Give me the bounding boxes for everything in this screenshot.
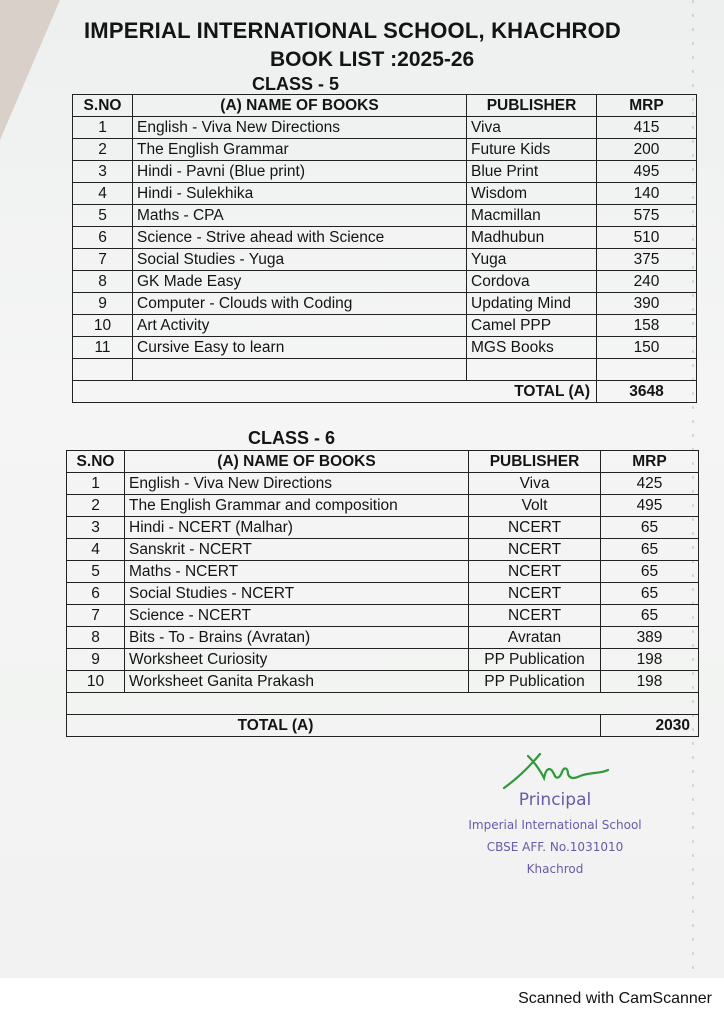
- book-name-cell: Art Activity: [133, 315, 467, 337]
- table-row: [67, 517, 699, 539]
- class-6-book-table: [66, 450, 699, 737]
- publisher-cell: NCERT: [469, 583, 601, 605]
- table-row: [73, 183, 697, 205]
- table-row: [73, 337, 697, 359]
- publisher-cell: Camel PPP: [467, 315, 597, 337]
- total-label: TOTAL (A): [67, 715, 601, 737]
- table-row: [67, 561, 699, 583]
- mrp-cell: 65: [601, 605, 699, 627]
- sno-cell: 4: [73, 183, 133, 205]
- table-row: [67, 495, 699, 517]
- mrp-cell: 390: [597, 293, 697, 315]
- sno-cell: 5: [73, 205, 133, 227]
- sno-cell: 8: [73, 271, 133, 293]
- table-row: [73, 293, 697, 315]
- table-row: [67, 649, 699, 671]
- table-header-row: [73, 95, 697, 117]
- mrp-cell: 415: [597, 117, 697, 139]
- mrp-cell: 65: [601, 561, 699, 583]
- header-sno: S.NO: [67, 451, 125, 473]
- mrp-cell: 495: [597, 161, 697, 183]
- book-name-cell: Hindi - NCERT (Malhar): [125, 517, 469, 539]
- publisher-cell: Future Kids: [467, 139, 597, 161]
- stamp-affiliation: CBSE AFF. No.1031010: [486, 840, 624, 854]
- sno-cell: 2: [67, 495, 125, 517]
- mrp-cell: 198: [601, 671, 699, 693]
- sno-cell: 6: [73, 227, 133, 249]
- sno-cell: 9: [67, 649, 125, 671]
- stamp-principal: Principal: [518, 790, 592, 810]
- book-name-cell: Computer - Clouds with Coding: [133, 293, 467, 315]
- sno-cell: 9: [73, 293, 133, 315]
- mrp-cell: 140: [597, 183, 697, 205]
- table-row: [67, 473, 699, 495]
- sno-cell: 5: [67, 561, 125, 583]
- table-row: [73, 205, 697, 227]
- total-row: [73, 381, 697, 403]
- stamp-city: Khachrod: [526, 862, 584, 876]
- book-name-cell: Hindi - Sulekhika: [133, 183, 467, 205]
- publisher-cell: Updating Mind: [467, 293, 597, 315]
- book-list-title: BOOK LIST :2025-26: [270, 48, 475, 71]
- table-row: [67, 539, 699, 561]
- mrp-cell: 425: [601, 473, 699, 495]
- sno-cell: 8: [67, 627, 125, 649]
- stamp-school: Imperial International School: [468, 818, 642, 832]
- book-name-cell: Social Studies - Yuga: [133, 249, 467, 271]
- table-row: [73, 117, 697, 139]
- header-book-name: (A) NAME OF BOOKS: [133, 95, 467, 117]
- book-name-cell: Worksheet Ganita Prakash: [125, 671, 469, 693]
- mrp-cell: 240: [597, 271, 697, 293]
- mrp-cell: 65: [601, 517, 699, 539]
- book-name-cell: English - Viva New Directions: [133, 117, 467, 139]
- publisher-cell: Avratan: [469, 627, 601, 649]
- sno-cell: 3: [67, 517, 125, 539]
- mrp-cell: 575: [597, 205, 697, 227]
- table-row: [67, 605, 699, 627]
- book-name-cell: The English Grammar and composition: [125, 495, 469, 517]
- publisher-cell: MGS Books: [467, 337, 597, 359]
- publisher-cell: Viva: [469, 473, 601, 495]
- mrp-cell: 389: [601, 627, 699, 649]
- sno-cell: 1: [73, 117, 133, 139]
- sno-cell: 7: [67, 605, 125, 627]
- header-publisher: PUBLISHER: [467, 95, 597, 117]
- folded-corner: [0, 0, 60, 140]
- table-row: [67, 671, 699, 693]
- class-5-title: CLASS - 5: [252, 74, 340, 94]
- mrp-cell: 158: [597, 315, 697, 337]
- table-row: [73, 139, 697, 161]
- table-row: [67, 583, 699, 605]
- publisher-cell: Viva: [467, 117, 597, 139]
- table-row: [73, 227, 697, 249]
- book-name-cell: The English Grammar: [133, 139, 467, 161]
- publisher-cell: PP Publication: [469, 671, 601, 693]
- book-name-cell: Sanskrit - NCERT: [125, 539, 469, 561]
- table-row: [73, 249, 697, 271]
- book-name-cell: Maths - CPA: [133, 205, 467, 227]
- book-name-cell: Social Studies - NCERT: [125, 583, 469, 605]
- publisher-cell: Cordova: [467, 271, 597, 293]
- mrp-cell: 375: [597, 249, 697, 271]
- publisher-cell: NCERT: [469, 605, 601, 627]
- header-mrp: MRP: [601, 451, 699, 473]
- mrp-cell: 510: [597, 227, 697, 249]
- book-name-cell: GK Made Easy: [133, 271, 467, 293]
- sno-cell: 10: [67, 671, 125, 693]
- publisher-cell: Macmillan: [467, 205, 597, 227]
- mrp-cell: 198: [601, 649, 699, 671]
- publisher-cell: NCERT: [469, 539, 601, 561]
- sno-cell: 1: [67, 473, 125, 495]
- sno-cell: 7: [73, 249, 133, 271]
- publisher-cell: Volt: [469, 495, 601, 517]
- header-mrp: MRP: [597, 95, 697, 117]
- publisher-cell: Madhubun: [467, 227, 597, 249]
- principal-stamp: [430, 790, 680, 880]
- sno-cell: 11: [73, 337, 133, 359]
- publisher-cell: PP Publication: [469, 649, 601, 671]
- class-6-title: CLASS - 6: [248, 428, 336, 448]
- camscanner-watermark: Scanned with CamScanner: [518, 990, 712, 1007]
- total-value: 2030: [601, 715, 699, 737]
- empty-row: [67, 693, 699, 715]
- book-name-cell: Science - Strive ahead with Science: [133, 227, 467, 249]
- publisher-cell: Blue Print: [467, 161, 597, 183]
- school-name: IMPERIAL INTERNATIONAL SCHOOL, KHACHROD: [84, 18, 622, 43]
- sno-cell: 6: [67, 583, 125, 605]
- header-sno: S.NO: [73, 95, 133, 117]
- mrp-cell: 65: [601, 539, 699, 561]
- publisher-cell: NCERT: [469, 561, 601, 583]
- sno-cell: 4: [67, 539, 125, 561]
- header-book-name: (A) NAME OF BOOKS: [125, 451, 469, 473]
- book-name-cell: Science - NCERT: [125, 605, 469, 627]
- empty-row: [73, 359, 697, 381]
- table-row: [67, 627, 699, 649]
- total-row: [67, 715, 699, 737]
- mrp-cell: 495: [601, 495, 699, 517]
- book-name-cell: Hindi - Pavni (Blue print): [133, 161, 467, 183]
- table-row: [73, 161, 697, 183]
- total-value: 3648: [597, 381, 697, 403]
- publisher-cell: Wisdom: [467, 183, 597, 205]
- mrp-cell: 200: [597, 139, 697, 161]
- publisher-cell: Yuga: [467, 249, 597, 271]
- header-publisher: PUBLISHER: [469, 451, 601, 473]
- sno-cell: 3: [73, 161, 133, 183]
- book-name-cell: Bits - To - Brains (Avratan): [125, 627, 469, 649]
- table-row: [73, 315, 697, 337]
- mrp-cell: 150: [597, 337, 697, 359]
- sno-cell: 2: [73, 139, 133, 161]
- class-5-book-table: [72, 94, 697, 403]
- book-name-cell: Maths - NCERT: [125, 561, 469, 583]
- sno-cell: 10: [73, 315, 133, 337]
- table-header-row: [67, 451, 699, 473]
- book-name-cell: Cursive Easy to learn: [133, 337, 467, 359]
- mrp-cell: 65: [601, 583, 699, 605]
- total-label: TOTAL (A): [73, 381, 597, 403]
- book-name-cell: Worksheet Curiosity: [125, 649, 469, 671]
- table-row: [73, 271, 697, 293]
- book-name-cell: English - Viva New Directions: [125, 473, 469, 495]
- publisher-cell: NCERT: [469, 517, 601, 539]
